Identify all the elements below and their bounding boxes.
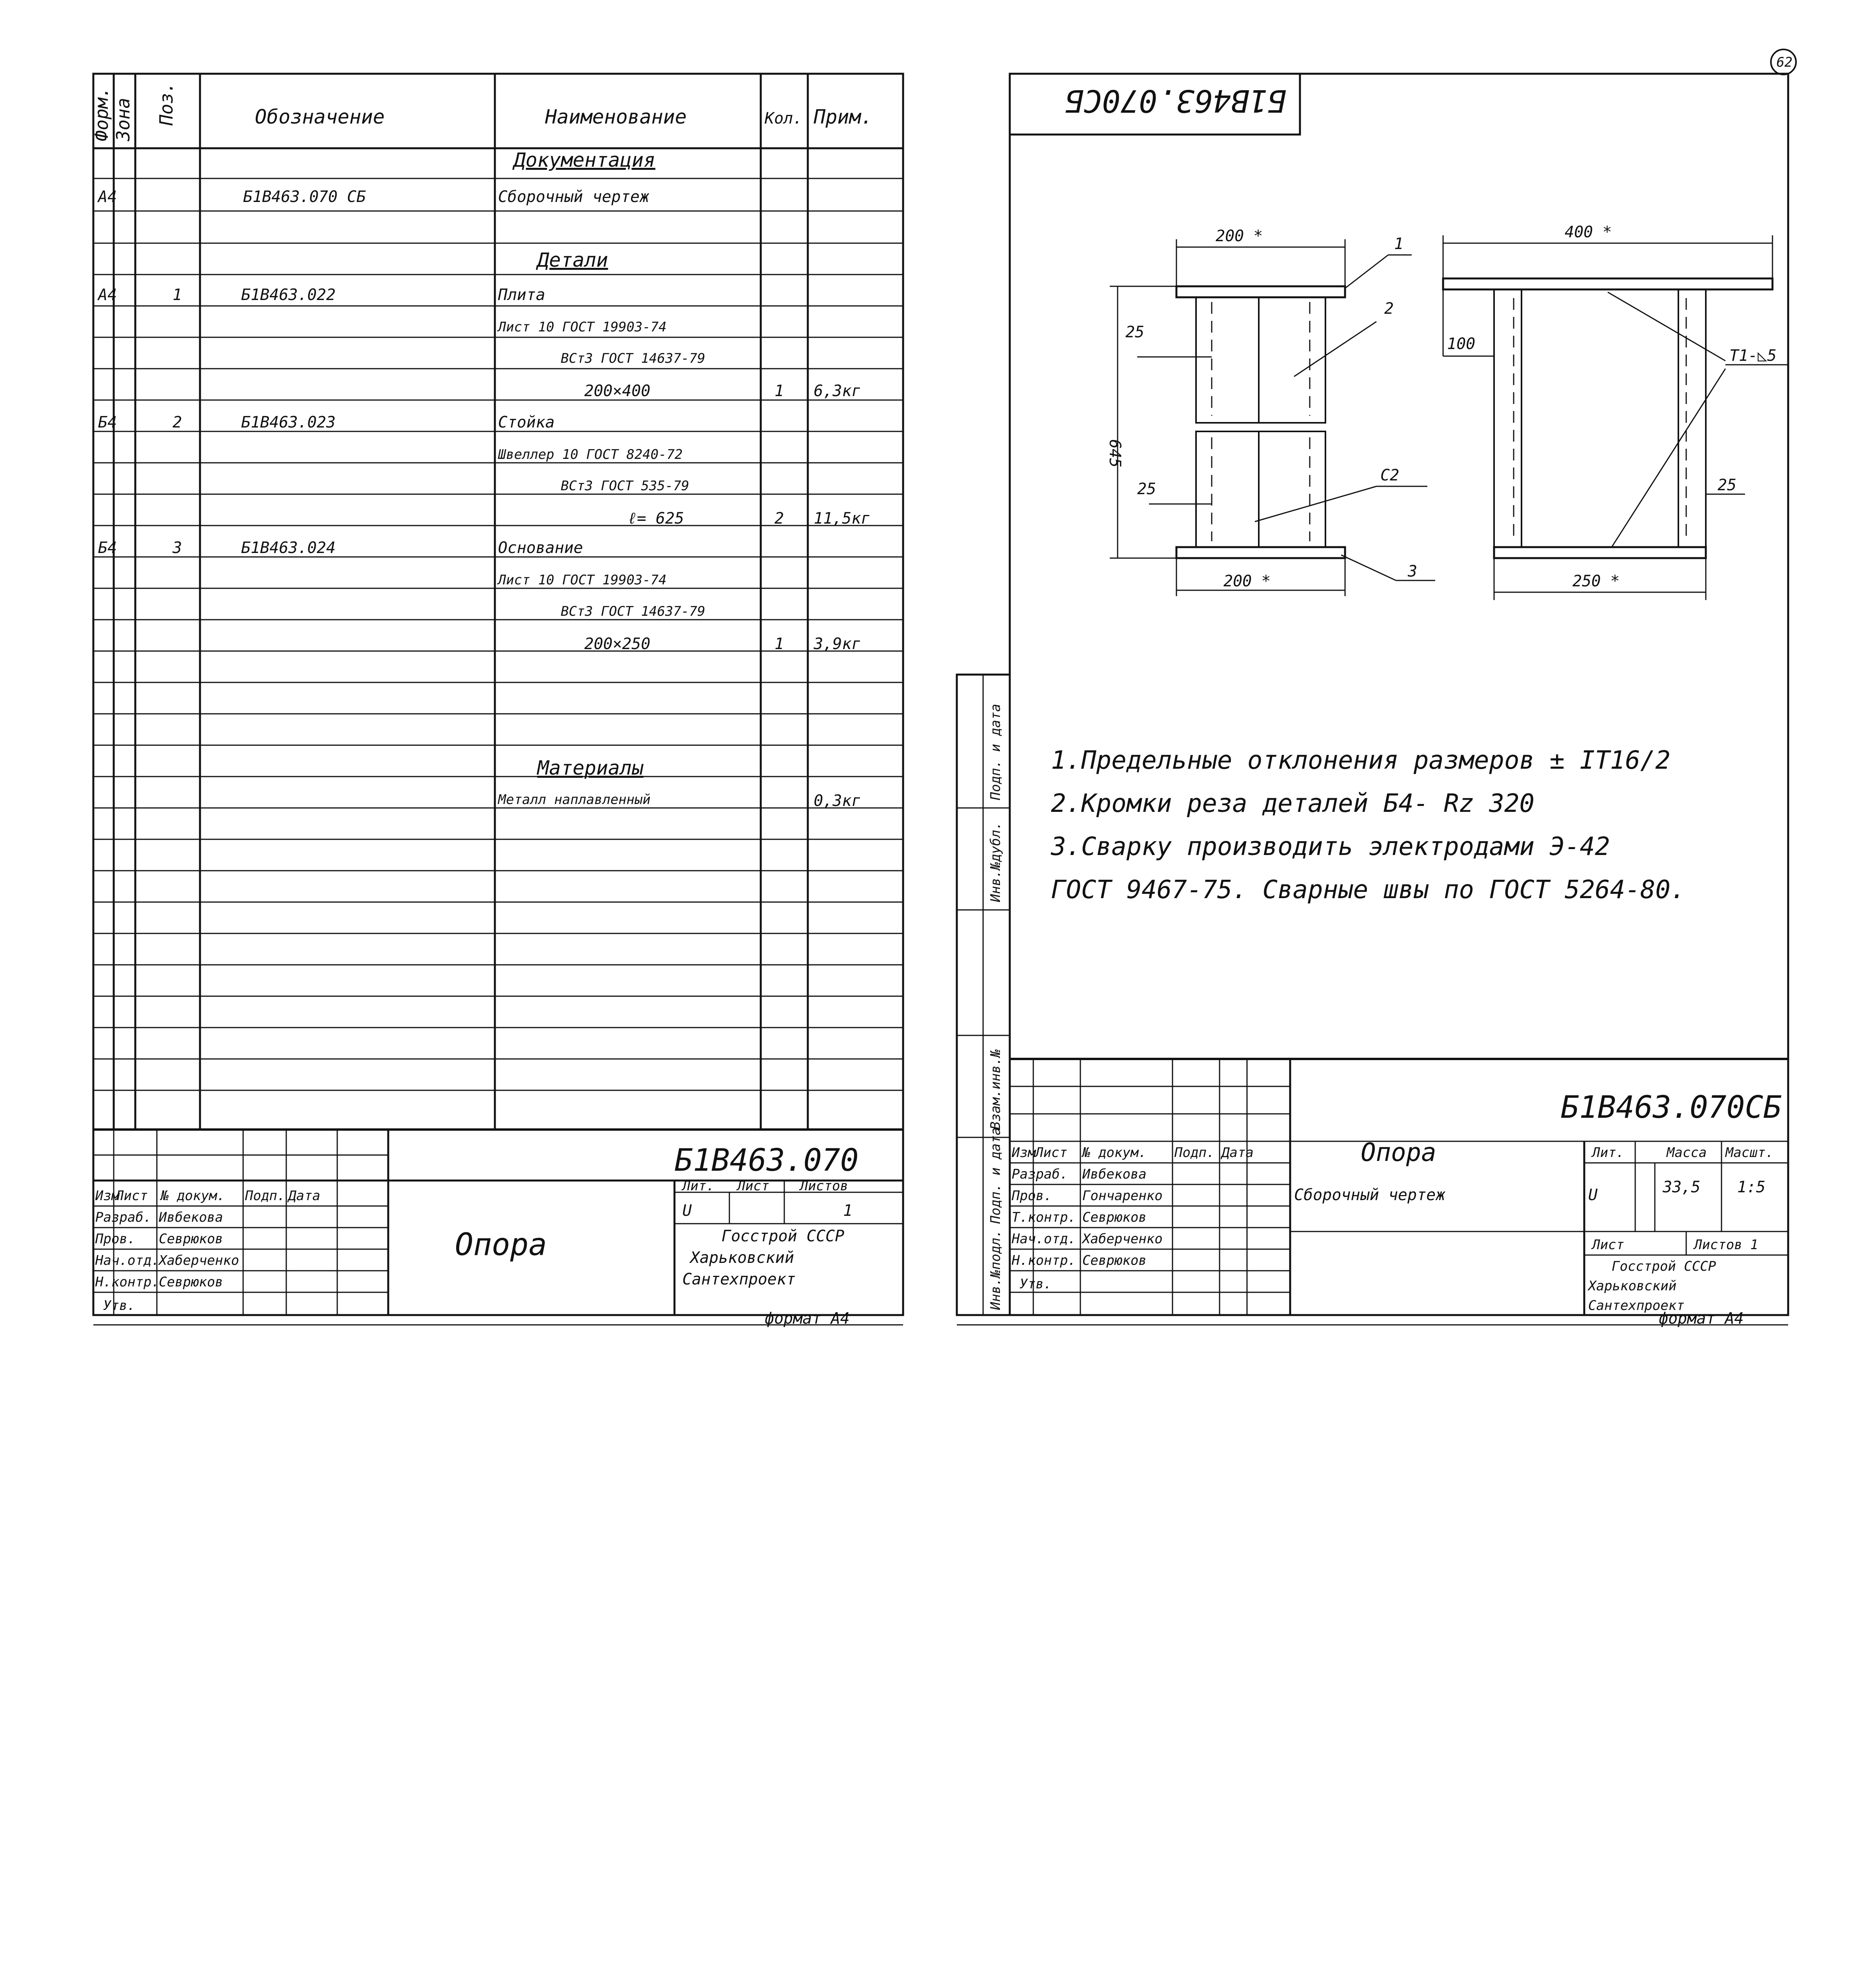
tb-lit-value: U	[682, 1202, 692, 1220]
cell-name: 200×250	[584, 635, 651, 653]
tb-role: Пров.	[95, 1231, 136, 1247]
format-label: формат А4	[765, 1310, 850, 1328]
dim-label: 25	[1718, 476, 1737, 494]
dim-label: 25	[1137, 480, 1156, 498]
cell-qty: 2	[774, 509, 784, 528]
tb-col-header: Лист	[116, 1188, 148, 1204]
side-label: Инв.№дубл.	[988, 822, 1003, 902]
tb-role: Т.контр.	[1012, 1210, 1076, 1225]
cell-name: ВСт3 ГОСТ 14637-79	[561, 604, 705, 619]
technical-notes	[1051, 746, 1685, 904]
pos-label: 3	[1408, 562, 1418, 580]
section-title: Детали	[537, 249, 608, 271]
tb-role: Н.контр.	[1012, 1253, 1076, 1268]
cell-qty: 1	[774, 382, 784, 400]
tb-sheets-label: Листов	[800, 1178, 848, 1194]
cell-designation: Б1В463.024	[241, 539, 336, 557]
cell-designation: Б1В463.023	[241, 413, 336, 431]
header-designation: Обозначение	[255, 106, 385, 128]
note-line: 2.Кромки реза деталей Б4- Rz 320	[1051, 789, 1534, 818]
tb-name: Севрюков	[159, 1274, 223, 1290]
dim-label: 200 *	[1223, 572, 1271, 590]
tb-role: Пров.	[1012, 1188, 1052, 1204]
tb-role: Утв.	[1020, 1276, 1052, 1292]
tb-col-header: Дата	[1222, 1145, 1254, 1161]
doc-subtitle: Сборочный чертеж	[1294, 1186, 1445, 1204]
tb-lit-label: Лит.	[682, 1178, 714, 1194]
note-line: 3.Сварку производить электродами Э-42	[1051, 832, 1610, 861]
header-zone: Зона	[113, 98, 134, 141]
cell-name: ВСт3 ГОСТ 14637-79	[561, 351, 705, 366]
cell-pos: 3	[173, 539, 182, 557]
cell-name: Швеллер 10 ГОСТ 8240-72	[498, 447, 683, 462]
cell-name: Металл наплавленный	[498, 792, 651, 808]
tb-mass-value: 33,5	[1663, 1178, 1701, 1196]
tb-sheets-label: Листов 1	[1694, 1237, 1758, 1253]
cell-name: Лист 10 ГОСТ 19903-74	[498, 319, 667, 335]
tb-mass-label: Масса	[1667, 1145, 1707, 1161]
cell-name: Основание	[498, 539, 583, 557]
tb-org: Сантехпроект	[682, 1270, 796, 1288]
header-pos: Поз.	[156, 82, 177, 126]
tb-name: Хаберченко	[159, 1253, 239, 1268]
tb-col-header: Изм	[95, 1188, 120, 1204]
side-label: Взам.инв.№	[988, 1049, 1003, 1130]
dim-label: 400 *	[1565, 223, 1612, 241]
tb-org: Харьковский	[690, 1249, 794, 1267]
cell-name: Стойка	[498, 413, 555, 431]
side-label: Подп. и дата	[988, 704, 1003, 800]
cell-note: 3,9кг	[814, 635, 861, 653]
cell-pos: 1	[173, 286, 182, 304]
side-strip-labels	[988, 704, 1003, 1310]
side-label: Инв.№подл.	[988, 1230, 1003, 1310]
tb-name: Гончаренко	[1082, 1188, 1163, 1204]
cell-name: 200×400	[584, 382, 651, 400]
tb-name: Ивбекова	[1082, 1166, 1147, 1182]
cell-name: Плита	[498, 286, 545, 304]
tb-name: Севрюков	[1082, 1210, 1147, 1225]
dim-label: 25	[1125, 323, 1145, 341]
weld-mark: Т1-◺5	[1729, 347, 1777, 365]
header-name: Наименование	[545, 106, 687, 128]
pos-label: 1	[1394, 235, 1404, 253]
note-line: ГОСТ 9467-75. Сварные швы по ГОСТ 5264-80.	[1051, 875, 1686, 904]
tb-scale-label: Масшт.	[1725, 1145, 1774, 1161]
tb-role: Нач.отд.	[1012, 1231, 1076, 1247]
tb-scale-value: 1:5	[1737, 1178, 1766, 1196]
cell-name: Сборочный чертеж	[498, 188, 649, 206]
tb-role: Утв.	[103, 1298, 135, 1313]
tb-col-header: Лист	[1035, 1145, 1067, 1161]
cell-designation: Б1В463.022	[241, 286, 336, 304]
tb-lit-value: U	[1588, 1186, 1598, 1204]
cell-name: ВСт3 ГОСТ 535-79	[561, 478, 689, 494]
tb-role: Н.контр.	[95, 1274, 160, 1290]
cell-qty: 1	[774, 635, 784, 653]
cell-note: 11,5кг	[814, 509, 871, 528]
left-table-header	[91, 82, 873, 142]
tb-col-header: Дата	[288, 1188, 320, 1204]
weld-label: С2	[1380, 466, 1400, 484]
tb-col-header: Изм	[1012, 1145, 1036, 1161]
cell-pos: 2	[173, 413, 182, 431]
tb-name: Севрюков	[1082, 1253, 1147, 1268]
tb-role: Нач.отд.	[95, 1253, 160, 1268]
tb-col-header: № докум.	[1082, 1145, 1147, 1161]
cell-name: Лист 10 ГОСТ 19903-74	[498, 572, 667, 588]
tb-name: Хаберченко	[1082, 1231, 1163, 1247]
format-label: формат А4	[1659, 1310, 1744, 1328]
cell-name: ℓ= 625	[627, 509, 684, 528]
dim-label: 100	[1447, 335, 1476, 353]
right-sheet-frame	[1010, 74, 1788, 1315]
cell-format: Б4	[98, 413, 117, 431]
side-label: Подп. и дата	[988, 1127, 1003, 1224]
header-note: Прим.	[814, 106, 873, 128]
dim-label: 200 *	[1216, 227, 1263, 245]
header-format: Форм.	[91, 87, 112, 141]
cell-format: Б4	[98, 539, 117, 557]
cell-note: 0,3кг	[814, 792, 861, 810]
section-title: Документация	[514, 149, 656, 171]
doc-title: Опора	[1361, 1138, 1436, 1167]
tb-org: Сантехпроект	[1588, 1298, 1685, 1313]
tb-lit-label: Лит.	[1592, 1145, 1624, 1161]
drawing-side-view	[1443, 235, 1788, 600]
header-qty: Кол.	[765, 109, 803, 127]
tb-org: Харьковский	[1588, 1278, 1677, 1294]
cell-format: А4	[98, 286, 117, 304]
tb-sheets-value: 1	[843, 1202, 853, 1220]
tb-col-header: № докум.	[161, 1188, 225, 1204]
dim-label: 250 *	[1572, 572, 1620, 590]
drawing-front-view	[1110, 239, 1435, 596]
doc-title: Опора	[455, 1227, 547, 1262]
cell-designation: Б1В463.070 СБ	[243, 188, 366, 206]
tb-role: Разраб.	[1012, 1166, 1068, 1182]
tb-role: Разраб.	[95, 1210, 152, 1225]
dim-label: 645	[1106, 439, 1124, 468]
tb-col-header: Подп.	[245, 1188, 285, 1204]
stamp-number: Б1В463.070СБ	[1065, 83, 1286, 118]
left-table-body	[97, 149, 871, 810]
cell-note: 6,3кг	[814, 382, 861, 400]
tb-org: Госстрой СССР	[1612, 1259, 1716, 1274]
tb-name: Севрюков	[159, 1231, 223, 1247]
tb-sheet-label: Лист	[1592, 1237, 1624, 1253]
note-line: 1.Предельные отклонения размеров ± IT16/2	[1051, 746, 1671, 775]
tb-org: Госстрой СССР	[722, 1227, 845, 1245]
corner-page: 62	[1776, 55, 1792, 70]
left-title-block	[95, 1143, 859, 1328]
cell-format: А4	[98, 188, 117, 206]
tb-col-header: Подп.	[1174, 1145, 1215, 1161]
tb-name: Ивбекова	[159, 1210, 223, 1225]
tb-sheet-label: Лист	[737, 1178, 769, 1194]
section-title: Материалы	[537, 757, 644, 779]
pos-label: 2	[1384, 300, 1394, 318]
doc-number: Б1В463.070СБ	[1561, 1090, 1782, 1125]
doc-number: Б1В463.070	[674, 1143, 859, 1178]
